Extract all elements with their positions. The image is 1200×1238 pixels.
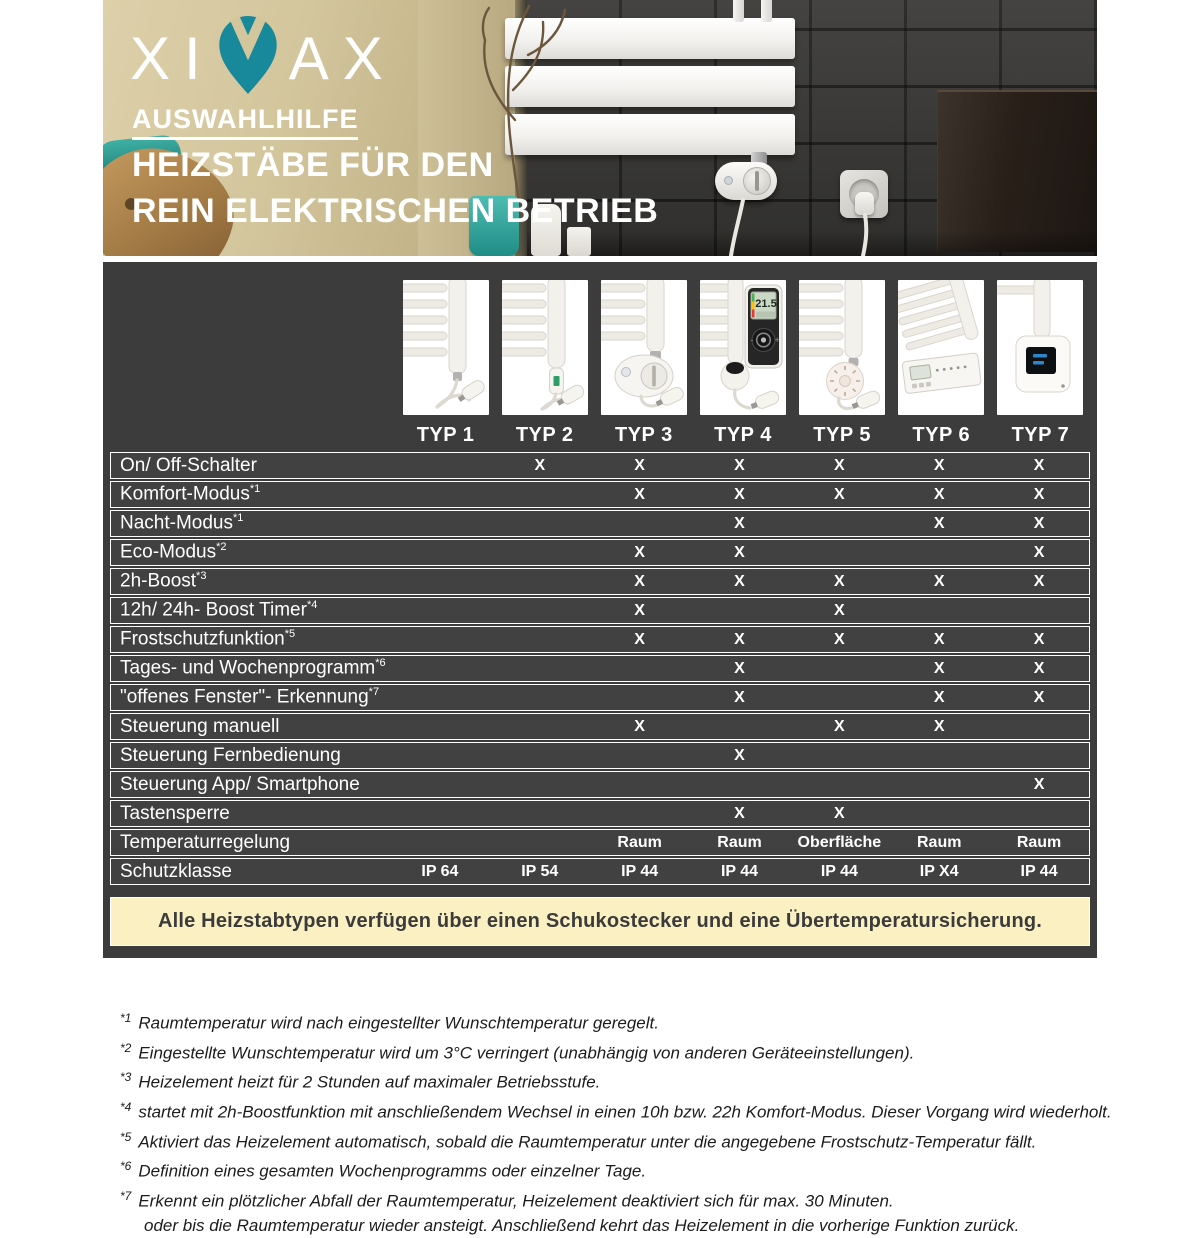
feature-label [111,832,390,854]
typ-1-product-photo [403,280,489,415]
feature-label [111,861,390,883]
footnote-text: Eingestellte Wunschtemperatur wird um 3°C verringert (unabhängig von anderen Geräteeinstellungen). [138,1043,915,1063]
typ-3-product-photo [601,280,687,415]
feature-check: X [1033,659,1045,677]
power-cables [731,200,866,256]
feature-value: Raum [717,833,762,851]
footnote-text: startet mit 2h-Boostfunktion mit anschließendem Wechsel in einen 10h bzw. 22h Komfort-Modus. Dieser Vorgang wird wiederholt. [138,1102,1112,1122]
type-column-header: TYP 5 [813,424,871,446]
feature-label [111,628,390,650]
feature-label [111,657,390,679]
feature-label-text: Steuerung manuell [120,715,280,737]
remote-control [745,285,782,368]
footnote-reference: *7 [368,686,380,699]
feature-check: X [1033,630,1045,648]
type-column-header: TYP 6 [912,424,971,446]
comparison-table [103,262,1097,958]
feature-label-text: Temperaturregelung [120,831,291,853]
footnote-reference: *2 [216,541,227,554]
feature-row [110,655,1090,682]
feature-check: X [634,717,645,735]
white-cup [567,227,591,256]
feature-check: X [1033,688,1045,706]
feature-check: X [933,572,945,590]
footnote-reference: *1 [233,512,244,525]
footnote [120,1095,1112,1125]
feature-label-text: Tastensperre [120,802,230,824]
feature-label [111,599,390,621]
footnote-marker: *3 [120,1070,132,1085]
feature-check: X [634,630,645,648]
feature-check: X [834,601,845,619]
note-text: Alle Heizstabtypen verfügen über einen Schukostecker und eine Übertemperatursicherung. [157,910,1043,932]
feature-check: X [933,485,945,503]
feature-check: X [534,456,546,474]
ximax-logo-mark-icon [217,16,279,96]
branch-decoration [483,6,565,215]
typ-4-product-photo [700,280,786,415]
footnote-text: Aktiviert das Heizelement automatisch, sobald die Raumtemperatur unter die angegebene Frostschutz-Temperatur fällt. [138,1132,1037,1152]
type-column-header: TYP 4 [714,424,772,446]
feature-row [110,858,1090,885]
feature-row [110,626,1090,653]
feature-row [110,800,1090,827]
type-label-row [110,415,1090,452]
feature-check: X [634,485,645,503]
feature-check: X [734,572,745,590]
feature-label [111,455,390,477]
feature-check: X [834,804,845,822]
footnote-reference: *5 [284,628,296,641]
feature-check: X [1033,572,1045,590]
feature-check: X [634,456,645,474]
footnote [120,1154,1097,1184]
feature-check: X [933,630,945,648]
svg-text:+: + [774,335,780,345]
feature-rows [110,452,1090,885]
type-column-header: TYP 2 [515,424,574,446]
image-row-spacer [110,280,396,415]
ximax-logo [130,16,397,102]
feature-label-text: Steuerung Fernbedienung [120,744,341,766]
feature-row [110,713,1090,740]
page [103,0,1112,1238]
feature-check: X [933,688,945,706]
feature-label [111,570,390,592]
footnote-reference: *6 [375,657,386,670]
feature-label-text: Steuerung App/ Smartphone [120,773,360,795]
feature-label-text: 12h/ 24h- Boost Timer [120,599,307,621]
footnote-reference: *3 [196,570,207,583]
feature-value: IP 44 [720,862,759,880]
feature-check: X [734,456,745,474]
footnote-reference: *1 [249,483,261,496]
feature-check: X [1033,543,1045,561]
type-column-header: TYP 1 [416,424,475,446]
feature-check: X [933,659,945,677]
footnote-text: Raumtemperatur wird nach eingestellter Wunschtemperatur geregelt. [138,1013,659,1033]
feature-label-text: Eco-Modus [120,541,217,563]
control-panel [902,353,981,394]
feature-value: IP 44 [820,862,858,880]
hero-title-line1: HEIZSTÄBE FÜR DEN [132,146,494,184]
feature-check: X [834,485,845,503]
feature-row [110,742,1090,769]
footnote-text: Heizelement heizt für 2 Stunden auf maximaler Betriebsstufe. [138,1072,601,1092]
feature-value: IP 64 [421,862,459,880]
feature-label-text: On/ Off-Schalter [120,454,257,476]
feature-label [111,803,390,825]
feature-check: X [734,630,745,648]
feature-label-text: Nacht-Modus [120,512,233,534]
feature-label [111,483,390,505]
feature-check: X [634,572,645,590]
footnote-text: Erkennt ein plötzlicher Abfall der Raumtemperatur, Heizelement deaktiviert sich für max. 30 Minuten. [138,1191,894,1211]
feature-row [110,568,1090,595]
feature-check: X [734,688,745,706]
footnote-marker: *6 [120,1159,132,1174]
feature-check: X [734,746,745,764]
feature-check: X [1033,775,1045,793]
typ-5-product-photo [799,280,885,415]
footnote-marker: *5 [120,1129,132,1144]
feature-check: X [933,456,945,474]
footnote [120,1036,1097,1066]
feature-check: X [634,543,645,561]
type-column-header: TYP 7 [1011,424,1070,446]
feature-label [111,686,390,708]
box-display [1026,347,1056,374]
feature-value: IP X4 [919,862,959,880]
footnote-marker: *1 [120,1011,132,1025]
feature-row [110,597,1090,624]
footnote-continuation [120,1214,1097,1238]
feature-label [111,512,390,534]
feature-check: X [734,514,745,532]
feature-check: X [1033,514,1045,532]
feature-label-text: "offenes Fenster"- Erkennung [120,686,369,708]
feature-value: IP 54 [521,862,559,880]
feature-check: X [734,659,745,677]
feature-row [110,539,1090,566]
footnote [120,1006,1097,1036]
feature-label [111,774,390,796]
feature-value: IP 44 [1020,862,1058,880]
footnote [120,1125,1097,1155]
feature-row [110,452,1090,479]
feature-check: X [1033,456,1045,474]
feature-row [110,481,1090,508]
feature-check: X [933,717,945,735]
feature-row [110,829,1090,856]
feature-check: X [734,804,745,822]
footnote [120,1184,1097,1214]
feature-row [110,684,1090,711]
logo-text-pre: XI [130,25,215,92]
feature-check: X [834,572,845,590]
feature-value: Raum [1016,833,1062,851]
feature-label-text: Komfort-Modus [120,483,250,505]
feature-label-text: 2h-Boost [120,570,197,592]
footnote-marker: *4 [120,1099,132,1114]
hero-title-line2: REIN ELEKTRISCHEN BETRIEB [132,192,659,230]
remote-display-value: 21.5 [755,298,777,310]
feature-row [110,771,1090,798]
feature-value: Oberfläche [797,833,882,851]
typ-2-product-photo [502,280,588,415]
feature-check: X [834,717,845,735]
footnote-marker: *2 [120,1040,132,1055]
feature-label [111,745,390,767]
svg-text:-: - [750,335,754,345]
footnotes [120,972,1112,1238]
feature-check: X [1033,485,1045,503]
note-bar [110,897,1090,946]
hero-banner [103,0,1097,256]
feature-row [110,510,1090,537]
footnote-text: oder bis die Raumtemperatur wieder ansteigt. Anschließend kehrt das Heizelement in die vorherige Funktion zurück. [144,1215,1020,1235]
feature-value: Raum [916,833,962,851]
feature-label-text: Schutzklasse [120,860,232,882]
feature-label [111,716,390,738]
feature-check: X [933,514,945,532]
footnote-text: Definition eines gesamten Wochenprogramms oder einzelner Tage. [138,1161,647,1181]
feature-check: X [734,485,745,503]
typ-7-product-photo [997,280,1083,415]
feature-label-text: Tages- und Wochenprogramm [120,657,376,679]
typ-6-product-photo [898,280,984,415]
footnote-reference: *4 [306,599,318,612]
panel-lcd [910,365,931,380]
feature-check: X [834,456,845,474]
feature-check: X [734,543,745,561]
feature-value: Raum [617,833,662,851]
feature-check: X [634,601,645,619]
feature-value: IP 44 [621,862,659,880]
feature-label-text: Frostschutzfunktion [120,628,285,650]
feature-label [111,541,390,563]
hero-kicker: AUSWAHLHILFE [132,104,358,140]
logo-text-post: AX [288,25,397,92]
footnote [120,1065,1097,1095]
footnote-marker: *7 [120,1188,132,1203]
product-image-row [110,280,1090,415]
feature-check: X [834,630,845,648]
type-column-header: TYP 3 [614,424,673,446]
